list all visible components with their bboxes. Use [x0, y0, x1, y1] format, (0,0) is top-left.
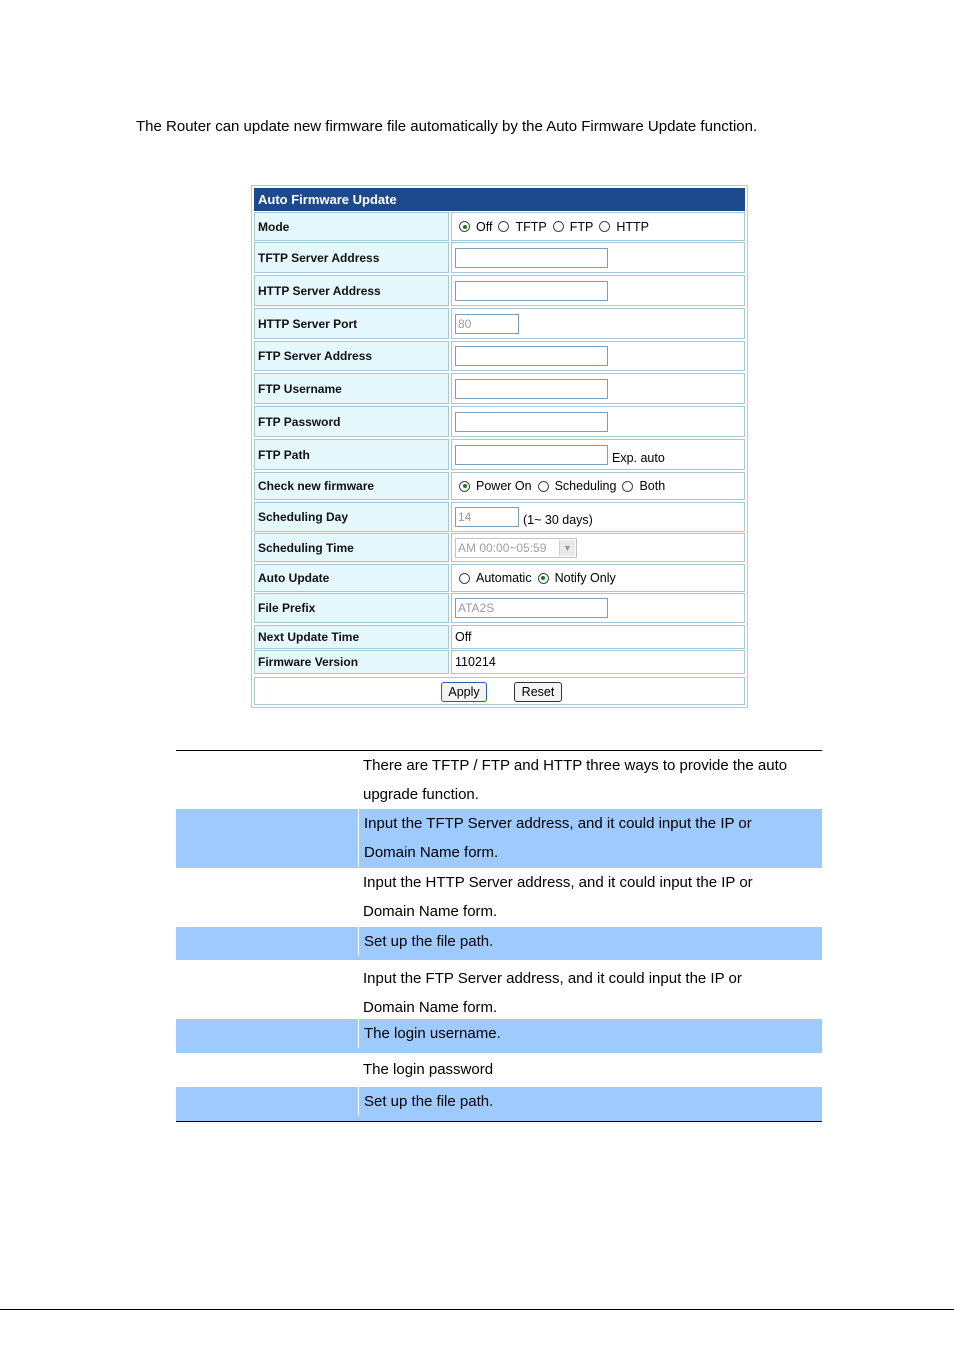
radio-icon[interactable]: [498, 221, 509, 232]
scheduling-time-row: [254, 533, 745, 562]
http-port-row: [254, 308, 745, 339]
both-option[interactable]: Both: [618, 479, 665, 493]
chevron-down-icon[interactable]: ▼: [559, 540, 575, 556]
panel-title: Auto Firmware Update: [254, 188, 745, 211]
radio-selected-icon[interactable]: [538, 573, 549, 584]
notify-only-option[interactable]: Notify Only: [534, 571, 616, 585]
tftp-server-label: TFTP Server Address: [254, 242, 449, 273]
radio-icon[interactable]: [553, 221, 564, 232]
tftp-server-row: [254, 242, 745, 273]
description-row: The login username.: [176, 1019, 822, 1053]
firmware-version-label: Firmware Version: [254, 650, 449, 674]
radio-icon[interactable]: [459, 573, 470, 584]
scheduling-option[interactable]: Scheduling: [534, 479, 617, 493]
description-row: There are TFTP / FTP and HTTP three ways to provide the auto upgrade function.: [363, 757, 788, 803]
auto-update-label: Auto Update: [254, 564, 449, 592]
check-firmware-row: [254, 472, 745, 500]
reset-button[interactable]: Reset: [514, 682, 562, 702]
file-prefix-input[interactable]: ATA2S: [455, 598, 608, 618]
ftp-password-row: [254, 406, 745, 437]
http-port-input[interactable]: 80: [455, 314, 519, 334]
automatic-option[interactable]: Automatic: [455, 571, 532, 585]
description-row: Set up the file path.: [176, 1087, 822, 1121]
radio-icon[interactable]: [622, 481, 633, 492]
footer-divider: [0, 1309, 954, 1310]
description-row: Input the HTTP Server address, and it could input the IP or Domain Name form.: [363, 874, 753, 920]
mode-row: [254, 212, 745, 241]
file-prefix-label: File Prefix: [254, 593, 449, 623]
firmware-version-value: 110214: [451, 650, 745, 674]
next-update-value: Off: [451, 625, 745, 649]
mode-label: Mode: [254, 212, 449, 241]
radio-icon[interactable]: [538, 481, 549, 492]
tftp-server-input[interactable]: [455, 248, 608, 268]
radio-selected-icon[interactable]: [459, 221, 470, 232]
scheduling-time-select[interactable]: AM 00:00~05:59 ▼: [455, 538, 577, 558]
next-update-row: [254, 625, 745, 649]
scheduling-time-label: Scheduling Time: [254, 533, 449, 562]
auto-firmware-update-panel: [251, 185, 748, 708]
next-update-label: Next Update Time: [254, 625, 449, 649]
ftp-password-input[interactable]: [455, 412, 608, 432]
button-row: [254, 677, 745, 705]
firmware-version-row: [254, 650, 745, 674]
scheduling-day-hint: (1~ 30 days): [523, 513, 593, 527]
ftp-server-label: FTP Server Address: [254, 341, 449, 371]
radio-selected-icon[interactable]: [459, 481, 470, 492]
description-table: [176, 750, 822, 1122]
ftp-server-row: [254, 341, 745, 371]
ftp-path-hint: Exp. auto: [612, 451, 665, 465]
ftp-username-row: [254, 373, 745, 404]
mode-tftp-option[interactable]: TFTP: [494, 220, 546, 234]
check-firmware-options: [451, 472, 745, 500]
description-row: The login password: [363, 1061, 494, 1078]
description-row: Input the TFTP Server address, and it could input the IP or Domain Name form.: [176, 809, 822, 868]
ftp-username-label: FTP Username: [254, 373, 449, 404]
check-firmware-label: Check new firmware: [254, 472, 449, 500]
radio-icon[interactable]: [599, 221, 610, 232]
scheduling-day-row: [254, 502, 745, 532]
mode-http-option[interactable]: HTTP: [595, 220, 649, 234]
ftp-username-input[interactable]: [455, 379, 608, 399]
intro-text: The Router can update new firmware file automatically by the Auto Firmware Update function.: [136, 118, 758, 135]
mode-off-option[interactable]: Off: [455, 220, 492, 234]
http-server-label: HTTP Server Address: [254, 275, 449, 306]
ftp-server-input[interactable]: [455, 346, 608, 366]
ftp-path-label: FTP Path: [254, 439, 449, 470]
scheduling-day-input[interactable]: 14: [455, 507, 519, 527]
file-prefix-row: [254, 593, 745, 623]
http-server-row: [254, 275, 745, 306]
mode-ftp-option[interactable]: FTP: [549, 220, 594, 234]
description-row: Input the FTP Server address, and it could input the IP or Domain Name form.: [363, 970, 742, 1016]
scheduling-day-label: Scheduling Day: [254, 502, 449, 532]
mode-options: [451, 212, 745, 241]
ftp-path-input[interactable]: [455, 445, 608, 465]
ftp-password-label: FTP Password: [254, 406, 449, 437]
http-server-input[interactable]: [455, 281, 608, 301]
auto-update-options: [451, 564, 745, 592]
auto-update-row: [254, 564, 745, 592]
http-port-label: HTTP Server Port: [254, 308, 449, 339]
ftp-path-row: [254, 439, 745, 470]
description-row: Set up the file path.: [176, 927, 822, 960]
power-on-option[interactable]: Power On: [455, 479, 532, 493]
apply-button[interactable]: Apply: [441, 682, 487, 702]
